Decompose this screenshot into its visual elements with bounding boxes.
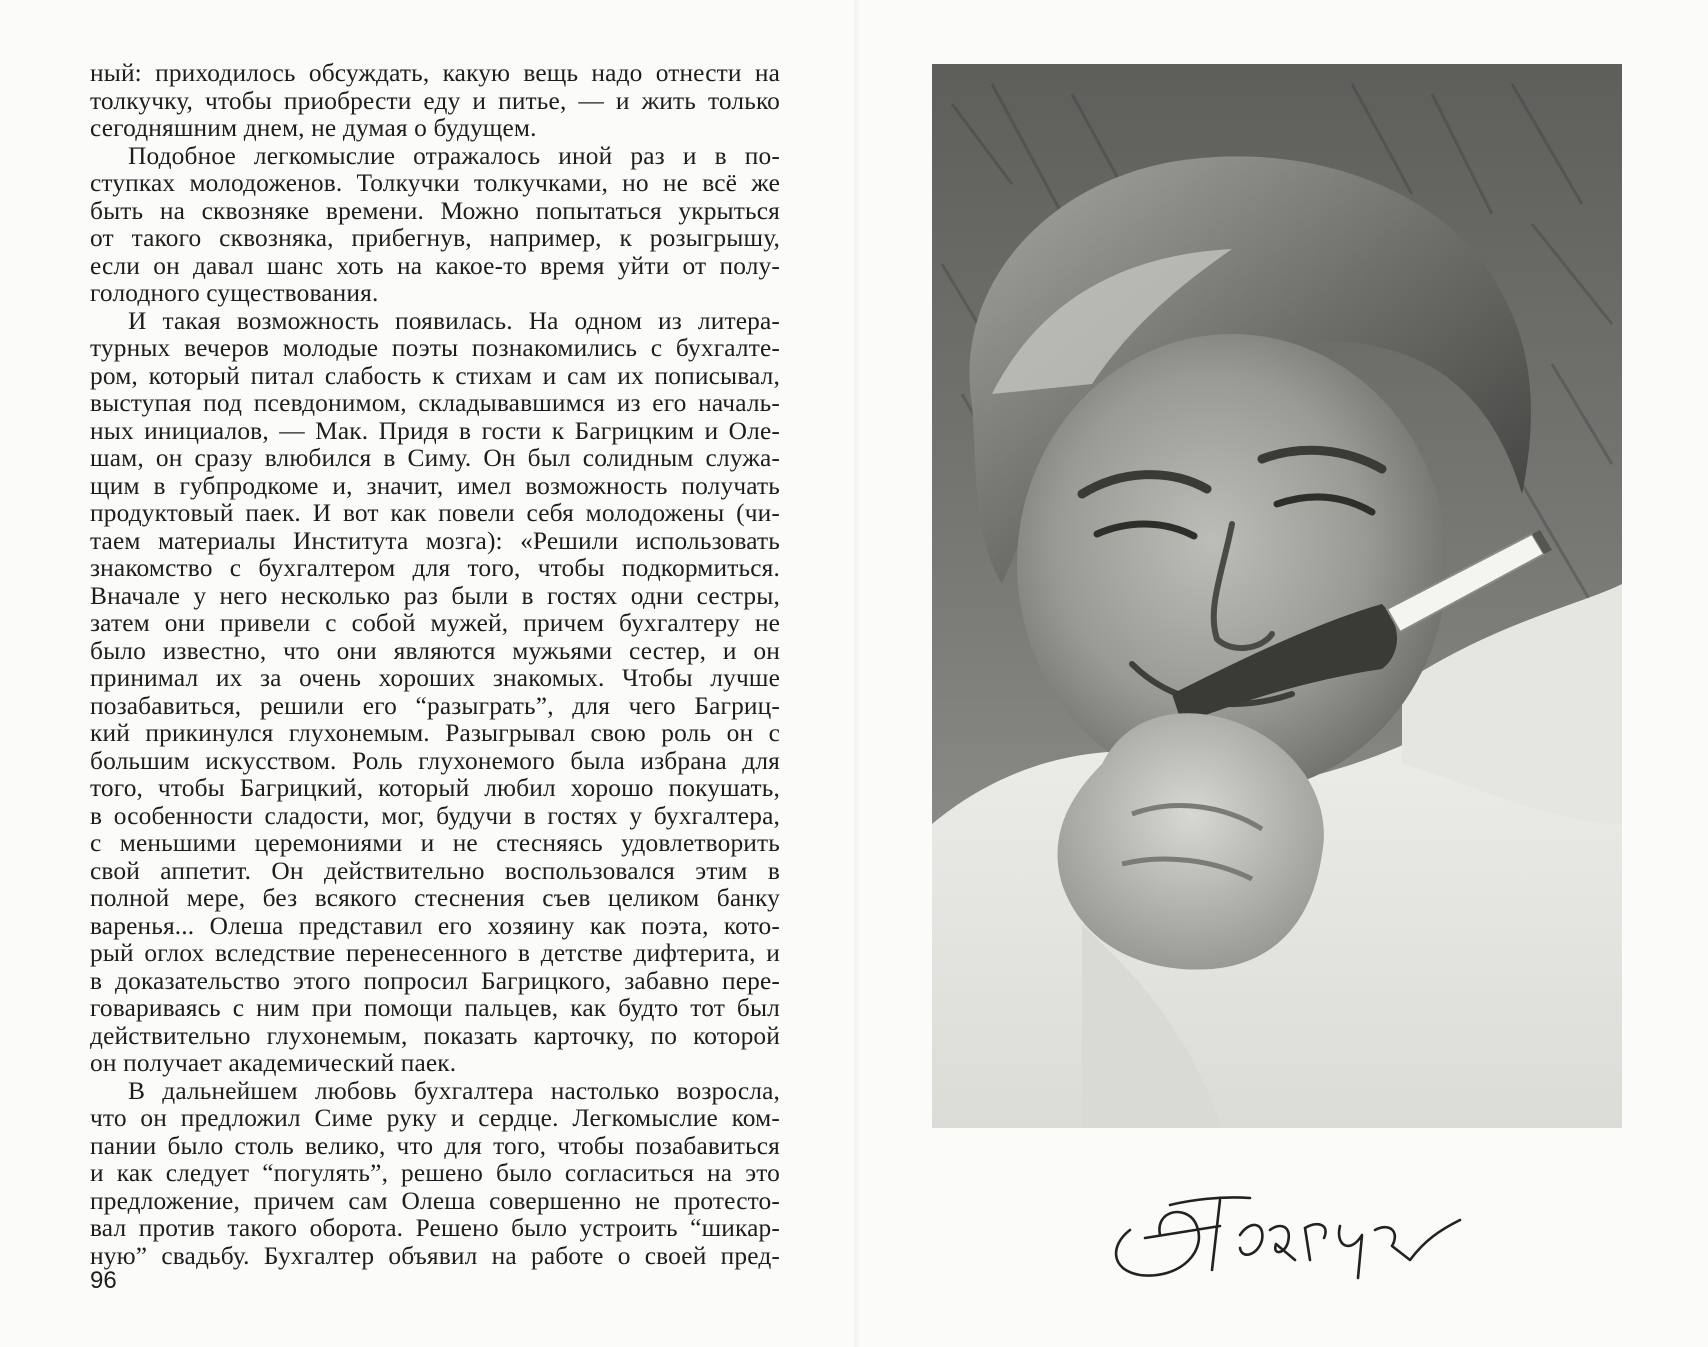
text-line: с меньшими церемониями и не стесняясь удовлетворить — [90, 829, 780, 857]
text-line: он получает академический паек. — [90, 1049, 457, 1077]
text-line: сегодняшним днем, не думая о будущем. — [90, 114, 537, 142]
text-line: того, чтобы Багрицкий, который любил хорошо покушать, — [90, 774, 780, 802]
text-line: ром, который питал слабость к стихам и сам их пописывал, — [90, 361, 780, 390]
text-line: в доказательство этого попросил Багрицкого, забавно пере- — [90, 966, 780, 995]
text-line: ную” свадьбу. Бухгалтер объявил на работе о своей пред- — [90, 1241, 780, 1270]
text-line: толкучку, чтобы приобрести еду и питье, — и жить только — [90, 86, 780, 115]
text-line: принимал их за очень хороших знакомых. Чтобы лучше — [90, 664, 780, 692]
author-signature — [1100, 1160, 1480, 1290]
text-line: если он давал шанс хоть на какое-то время уйти от полу- — [90, 251, 780, 280]
text-line: полной мере, без всякого стеснения съев целиком банку — [90, 884, 780, 912]
text-line: и как следует “погулять”, решено было согласиться на это — [90, 1159, 780, 1187]
text-line: ных инициалов, — Мак. Придя в гости к Багрицким и Оле- — [90, 416, 780, 445]
text-line: свой аппетит. Он действительно воспользовался этим в — [90, 856, 780, 885]
text-line: Подобное легкомыслие отражалось иной раз и в по- — [128, 141, 780, 170]
text-line: турных вечеров молодые поэты познакомились с бухгалте- — [90, 334, 780, 362]
paragraph — [90, 143, 780, 308]
body-text — [90, 60, 780, 1270]
text-line: в особенности сладости, мог, будучи в гостях у бухгалтера, — [90, 801, 780, 830]
text-line: ный: приходилось обсуждать, какую вещь надо отнести на — [90, 59, 780, 87]
text-line: рый оглох вследствие перенесенного в детстве дифтерита, и — [90, 939, 780, 967]
portrait-photo — [932, 64, 1622, 1128]
portrait-illustration — [932, 64, 1622, 1128]
text-line: было известно, что они являются мужьями сестер, и он — [90, 636, 780, 665]
text-line: таем материалы Института мозга): «Решили использовать — [90, 526, 780, 555]
text-line: Вначале у него несколько раз были в гостях одни сестры, — [90, 581, 780, 610]
text-line: позабавиться, решили его “разыграть”, для чего Багриц- — [90, 691, 780, 720]
text-line: шам, он сразу влюбился в Симу. Он был солидным служа- — [90, 444, 780, 472]
text-line: щим в губпродкоме и, значит, имел возможность получать — [90, 471, 780, 500]
text-line: пании было столь велико, что для того, чтобы позабавиться — [90, 1131, 780, 1160]
text-line: действительно глухонемым, показать карточку, по которой — [90, 1021, 780, 1050]
text-line: ступках молодоженов. Толкучки толкучками, но не всё же — [90, 169, 780, 197]
text-line: говариваясь с ним при помощи пальцев, как будто тот был — [90, 994, 780, 1022]
paragraph — [90, 1078, 780, 1271]
paragraph — [90, 60, 780, 143]
text-line: от такого сквозняка, прибегнув, например, к розыгрышу, — [90, 224, 780, 252]
text-line: В дальнейшем любовь бухгалтера настолько возросла, — [128, 1076, 780, 1105]
text-line: предложение, причем сам Олеша совершенно не протесто- — [90, 1186, 780, 1215]
text-line: продуктовый паек. И вот как повели себя молодожены (чи- — [90, 499, 780, 527]
text-line: большим искусством. Роль глухонемого была избрана для — [90, 746, 780, 775]
text-line: быть на сквозняке времени. Можно попытаться укрыться — [90, 196, 780, 225]
text-line: выступая под псевдонимом, складывавшимся из его началь- — [90, 389, 780, 417]
text-line: затем они привели с собой мужей, причем бухгалтеру не — [90, 609, 780, 637]
text-line: знакомство с бухгалтером для того, чтобы подкормиться. — [90, 554, 780, 582]
text-line: вал против такого оборота. Решено было устроить “шикар- — [90, 1214, 780, 1242]
page-number: 96 — [90, 1267, 117, 1294]
text-line: варенья... Олеша представил его хозяину как поэта, кото- — [90, 911, 780, 940]
text-line: голодного существования. — [90, 279, 379, 307]
book-gutter — [854, 0, 860, 1347]
text-line: кий прикинулся глухонемым. Разыгрывал свою роль он с — [90, 719, 780, 747]
text-line: что он предложил Симе руку и сердце. Легкомыслие ком- — [90, 1104, 780, 1132]
paragraph — [90, 308, 780, 1078]
left-page — [90, 60, 780, 1270]
text-line: И такая возможность появилась. На одном из литера- — [128, 306, 780, 335]
